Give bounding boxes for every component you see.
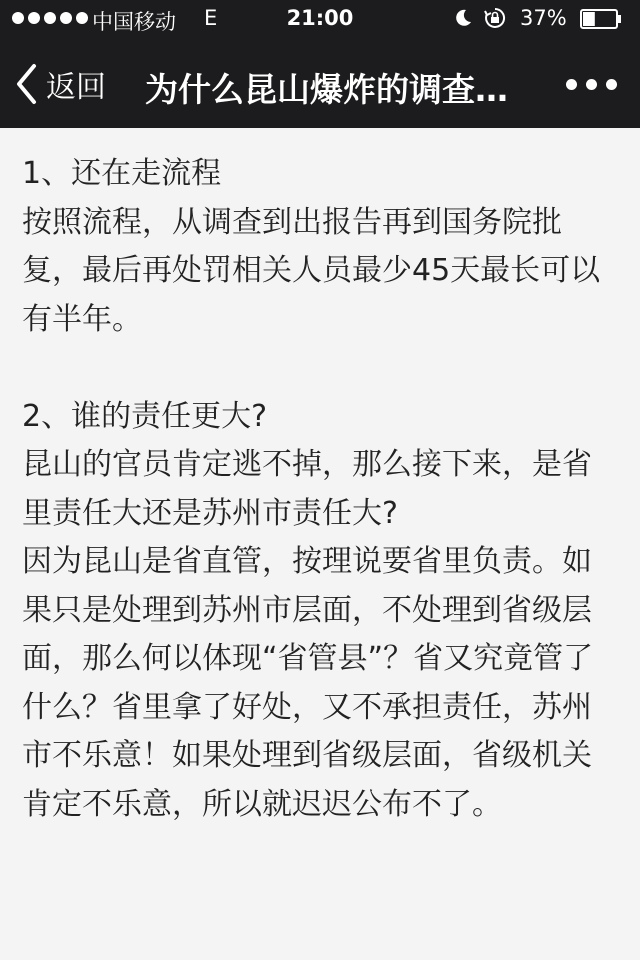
carrier-name: 中国移动 <box>92 10 176 34</box>
status-bar <box>0 0 640 40</box>
back-label: 返回 <box>46 70 106 105</box>
moon-icon <box>453 8 473 28</box>
section-2-paragraph-2: 因为昆山是省直管，按理说要省里负责。如果只是处理到苏州市层面，不处理到省级层面，那么何以体现“省管县”？省又究竟管了什么？省里拿了好处，又不承担责任，苏州市不乐意！如果处理到省级层面，省级机关肯定不乐意，所以就迟迟公布不了。 <box>22 544 594 822</box>
top-bar <box>0 0 640 128</box>
section-1-heading: 1、还在走流程 <box>22 156 222 191</box>
chevron-left-icon <box>14 62 40 106</box>
paragraph-gap <box>22 344 612 393</box>
rotation-lock-icon <box>484 7 506 29</box>
back-button[interactable] <box>14 62 106 106</box>
section-1-body: 按照流程，从调查到出报告再到国务院批复，最后再处罚相关人员最少45天最长可以有半年。 <box>22 204 601 337</box>
article-body <box>22 150 612 829</box>
clock: 21:00 <box>286 6 354 30</box>
more-dot <box>566 79 577 90</box>
more-button[interactable] <box>566 76 626 92</box>
battery-icon <box>580 9 622 29</box>
more-dot <box>606 79 617 90</box>
network-type: E <box>204 6 218 30</box>
battery-percent: 37% <box>520 6 567 30</box>
page-title: 为什么昆山爆炸的调查… <box>145 70 508 109</box>
section-2-heading: 2、谁的责任更大? <box>22 398 268 434</box>
section-2-paragraph-1: 昆山的官员肯定逃不掉，那么接下来，是省里责任大还是苏州市责任大? <box>22 447 592 531</box>
more-dot <box>586 79 597 90</box>
navigation-bar <box>0 40 640 128</box>
